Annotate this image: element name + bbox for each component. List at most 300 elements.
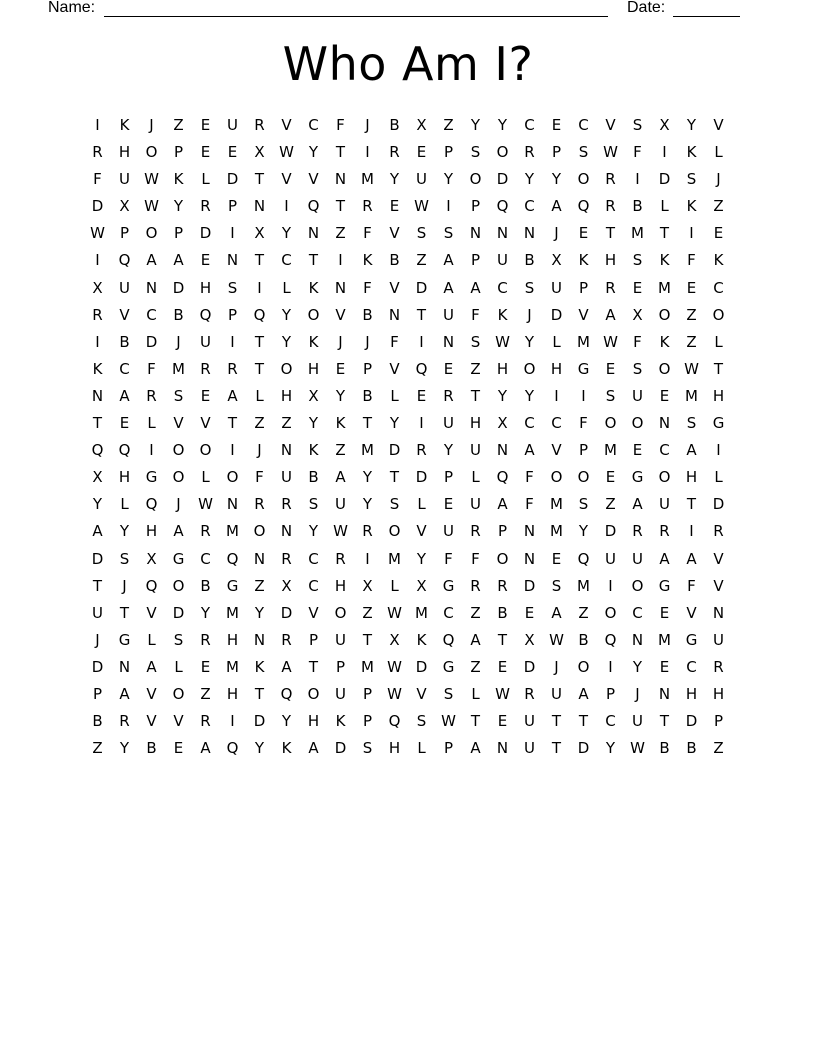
grid-letter: D <box>91 197 104 216</box>
grid-letter: I <box>230 332 235 351</box>
grid-letter: O <box>253 522 266 541</box>
grid-letter: O <box>577 657 590 676</box>
grid-letter: D <box>280 603 293 622</box>
grid-letter: T <box>92 576 103 595</box>
grid-letter: S <box>416 224 427 243</box>
grid-letter: A <box>470 630 481 649</box>
grid-letter: S <box>416 712 427 731</box>
grid-letter: E <box>200 251 211 270</box>
grid-letter: N <box>388 305 401 324</box>
grid-letter: W <box>603 332 618 351</box>
grid-letter: Z <box>605 495 616 514</box>
grid-letter: A <box>686 441 697 460</box>
grid-letter: H <box>226 630 239 649</box>
grid-letter: Q <box>577 549 590 568</box>
grid-letter: T <box>254 251 265 270</box>
grid-letter: P <box>443 468 454 487</box>
grid-letter: Y <box>443 170 454 189</box>
grid-letter: Q <box>415 359 428 378</box>
grid-letter: L <box>390 576 399 595</box>
grid-letter: M <box>577 332 590 351</box>
grid-letter: V <box>389 278 400 297</box>
grid-letter: Q <box>388 712 401 731</box>
grid-letter: U <box>335 630 346 649</box>
grid-letter: Y <box>416 549 427 568</box>
grid-letter: Q <box>280 684 293 703</box>
grid-letter: R <box>200 712 211 731</box>
grid-letter: H <box>604 251 617 270</box>
grid-letter: E <box>605 359 616 378</box>
grid-letter: S <box>551 576 562 595</box>
grid-letter: N <box>226 495 239 514</box>
grid-row <box>84 166 732 193</box>
grid-letter: T <box>335 197 346 216</box>
grid-letter: C <box>524 116 535 134</box>
grid-letter: G <box>631 468 644 487</box>
grid-letter: T <box>551 712 562 731</box>
grid-letter: E <box>335 359 346 378</box>
grid-letter: H <box>550 359 563 378</box>
grid-letter: L <box>174 657 183 676</box>
grid-letter: N <box>523 522 536 541</box>
grid-letter: T <box>389 468 400 487</box>
grid-letter: T <box>659 712 670 731</box>
grid-letter: I <box>554 386 559 405</box>
grid-letter: X <box>119 197 130 216</box>
grid-letter: A <box>659 549 670 568</box>
grid-letter: V <box>416 522 427 541</box>
grid-letter: W <box>198 495 213 514</box>
grid-letter: I <box>257 278 262 297</box>
grid-letter: N <box>496 739 509 758</box>
grid-letter: Q <box>496 197 509 216</box>
grid-letter: T <box>470 712 481 731</box>
grid-letter: T <box>605 224 616 243</box>
grid-letter: P <box>713 712 724 731</box>
grid-letter: Y <box>443 441 454 460</box>
grid-letter: J <box>122 576 127 595</box>
grid-letter: L <box>552 332 561 351</box>
grid-letter: X <box>524 630 535 649</box>
grid-letter: R <box>497 576 508 595</box>
grid-letter: G <box>685 630 698 649</box>
grid-letter: I <box>95 332 100 351</box>
grid-letter: C <box>578 116 589 134</box>
grid-letter: X <box>281 576 292 595</box>
grid-letter: B <box>686 739 697 758</box>
grid-letter: A <box>281 657 292 676</box>
grid-letter: L <box>471 468 480 487</box>
grid-letter: C <box>308 549 319 568</box>
grid-letter: D <box>253 712 266 731</box>
grid-letter: L <box>120 495 129 514</box>
grid-letter: H <box>307 712 320 731</box>
grid-letter: S <box>524 278 535 297</box>
grid-letter: E <box>659 657 670 676</box>
grid-letter: O <box>388 522 401 541</box>
grid-row <box>84 735 732 762</box>
grid-letter: Q <box>145 495 158 514</box>
grid-letter: J <box>95 630 100 649</box>
grid-letter: S <box>578 495 589 514</box>
grid-letter: Y <box>254 603 265 622</box>
grid-letter: P <box>335 657 346 676</box>
grid-letter: X <box>92 468 103 487</box>
grid-letter: R <box>200 630 211 649</box>
grid-letter: P <box>362 712 373 731</box>
grid-letter: Y <box>119 739 130 758</box>
grid-letter: C <box>632 603 643 622</box>
grid-letter: R <box>362 522 373 541</box>
grid-letter: A <box>227 386 238 405</box>
grid-letter: T <box>686 495 697 514</box>
grid-letter: R <box>281 495 292 514</box>
grid-letter: D <box>550 305 563 324</box>
grid-letter: B <box>389 251 400 270</box>
grid-letter: R <box>200 359 211 378</box>
grid-letter: J <box>527 305 532 324</box>
grid-letter: K <box>362 251 373 270</box>
grid-row <box>84 220 732 247</box>
grid-letter: X <box>632 305 643 324</box>
grid-letter: I <box>608 576 613 595</box>
grid-letter: U <box>416 170 427 189</box>
grid-letter: J <box>365 332 370 351</box>
grid-letter: F <box>336 116 345 134</box>
grid-letter: K <box>254 657 265 676</box>
grid-letter: O <box>496 549 509 568</box>
grid-letter: G <box>442 576 455 595</box>
grid-letter: V <box>200 414 211 433</box>
word-search-grid <box>84 112 732 762</box>
grid-letter: O <box>712 305 725 324</box>
grid-letter: X <box>254 224 265 243</box>
grid-letter: A <box>551 603 562 622</box>
grid-letter: W <box>144 197 159 216</box>
grid-letter: P <box>443 143 454 162</box>
grid-letter: R <box>470 522 481 541</box>
grid-letter: M <box>604 441 617 460</box>
grid-letter: A <box>146 251 157 270</box>
grid-letter: Y <box>497 116 508 134</box>
grid-letter: Y <box>254 739 265 758</box>
grid-letter: I <box>635 170 640 189</box>
grid-letter: Q <box>226 739 239 758</box>
grid-letter: O <box>604 603 617 622</box>
grid-letter: R <box>281 549 292 568</box>
name-blank-line <box>104 16 608 17</box>
grid-letter: M <box>577 576 590 595</box>
grid-letter: V <box>713 116 724 134</box>
grid-letter: A <box>551 197 562 216</box>
grid-row <box>84 681 732 708</box>
grid-letter: I <box>149 441 154 460</box>
grid-letter: O <box>172 576 185 595</box>
grid-letter: T <box>335 143 346 162</box>
grid-letter: V <box>173 414 184 433</box>
grid-letter: G <box>118 630 131 649</box>
grid-letter: H <box>307 359 320 378</box>
grid-letter: V <box>308 603 319 622</box>
grid-row <box>84 193 732 220</box>
grid-letter: D <box>334 739 347 758</box>
grid-letter: B <box>200 576 211 595</box>
grid-letter: A <box>173 522 184 541</box>
grid-letter: E <box>119 414 130 433</box>
grid-letter: D <box>496 170 509 189</box>
grid-letter: Q <box>577 197 590 216</box>
grid-letter: Z <box>578 603 589 622</box>
grid-letter: J <box>554 657 559 676</box>
grid-letter: D <box>91 549 104 568</box>
grid-letter: V <box>605 116 616 134</box>
grid-letter: Z <box>92 739 103 758</box>
grid-letter: Q <box>199 305 212 324</box>
grid-letter: T <box>254 359 265 378</box>
grid-letter: T <box>254 684 265 703</box>
grid-letter: Z <box>416 251 427 270</box>
grid-letter: U <box>227 116 238 134</box>
grid-letter: Y <box>173 197 184 216</box>
grid-letter: L <box>660 197 669 216</box>
grid-letter: R <box>200 522 211 541</box>
grid-letter: R <box>92 143 103 162</box>
grid-letter: R <box>659 522 670 541</box>
grid-letter: P <box>173 143 184 162</box>
grid-letter: S <box>605 386 616 405</box>
grid-letter: T <box>362 414 373 433</box>
grid-letter: Z <box>713 197 724 216</box>
grid-letter: B <box>92 712 103 731</box>
grid-letter: F <box>363 224 372 243</box>
grid-letter: U <box>443 305 454 324</box>
grid-row <box>84 518 732 545</box>
grid-letter: T <box>713 359 724 378</box>
grid-letter: E <box>686 278 697 297</box>
grid-letter: Q <box>145 576 158 595</box>
grid-letter: L <box>255 386 264 405</box>
grid-letter: E <box>443 359 454 378</box>
grid-letter: L <box>714 332 723 351</box>
grid-letter: U <box>335 684 346 703</box>
grid-letter: O <box>280 359 293 378</box>
grid-letter: X <box>416 116 427 134</box>
grid-letter: M <box>550 522 563 541</box>
grid-letter: U <box>281 468 292 487</box>
grid-letter: S <box>443 224 454 243</box>
grid-letter: S <box>632 251 643 270</box>
grid-letter: Y <box>389 170 400 189</box>
grid-letter: E <box>227 143 238 162</box>
grid-letter: Z <box>470 603 481 622</box>
grid-letter: R <box>254 495 265 514</box>
grid-letter: J <box>257 441 262 460</box>
grid-letter: O <box>631 576 644 595</box>
grid-letter: O <box>226 468 239 487</box>
grid-letter: D <box>172 278 185 297</box>
grid-letter: L <box>417 739 426 758</box>
grid-letter: P <box>578 441 589 460</box>
grid-letter: M <box>631 224 644 243</box>
grid-row <box>84 302 732 329</box>
grid-letter: F <box>525 495 534 514</box>
grid-letter: A <box>470 739 481 758</box>
grid-letter: A <box>119 684 130 703</box>
grid-letter: O <box>658 305 671 324</box>
grid-letter: A <box>632 495 643 514</box>
grid-letter: S <box>308 495 319 514</box>
grid-letter: H <box>226 684 239 703</box>
grid-letter: G <box>658 576 671 595</box>
grid-letter: H <box>280 386 293 405</box>
grid-letter: C <box>308 576 319 595</box>
grid-letter: B <box>362 305 373 324</box>
grid-letter: O <box>631 414 644 433</box>
grid-letter: O <box>145 143 158 162</box>
grid-letter: O <box>604 414 617 433</box>
grid-letter: R <box>605 170 616 189</box>
grid-letter: L <box>714 143 723 162</box>
grid-letter: Y <box>281 224 292 243</box>
grid-letter: Y <box>686 116 697 134</box>
grid-letter: Y <box>389 414 400 433</box>
grid-letter: B <box>524 251 535 270</box>
grid-letter: T <box>659 224 670 243</box>
grid-letter: Q <box>118 441 131 460</box>
grid-letter: U <box>713 630 724 649</box>
grid-letter: Z <box>686 305 697 324</box>
grid-letter: T <box>416 305 427 324</box>
grid-letter: D <box>172 603 185 622</box>
grid-letter: S <box>227 278 238 297</box>
grid-letter: L <box>471 684 480 703</box>
grid-letter: T <box>119 603 130 622</box>
grid-letter: K <box>578 251 589 270</box>
grid-letter: O <box>550 468 563 487</box>
grid-letter: N <box>496 441 509 460</box>
grid-letter: O <box>172 468 185 487</box>
grid-letter: A <box>686 549 697 568</box>
grid-letter: N <box>280 441 293 460</box>
grid-letter: Z <box>254 414 265 433</box>
grid-letter: R <box>254 116 265 134</box>
grid-letter: K <box>686 143 697 162</box>
grid-letter: N <box>334 278 347 297</box>
grid-letter: J <box>635 684 640 703</box>
grid-letter: C <box>200 549 211 568</box>
grid-letter: H <box>712 386 725 405</box>
grid-letter: T <box>227 414 238 433</box>
grid-letter: M <box>658 630 671 649</box>
grid-letter: T <box>308 657 319 676</box>
grid-letter: K <box>335 712 346 731</box>
grid-letter: A <box>335 468 346 487</box>
grid-letter: N <box>523 224 536 243</box>
grid-row <box>84 383 732 410</box>
grid-letter: J <box>716 170 721 189</box>
grid-letter: R <box>605 278 616 297</box>
grid-letter: V <box>551 441 562 460</box>
grid-letter: O <box>496 143 509 162</box>
grid-letter: R <box>443 386 454 405</box>
grid-letter: B <box>308 468 319 487</box>
grid-letter: U <box>200 332 211 351</box>
grid-letter: A <box>200 739 211 758</box>
grid-letter: R <box>470 576 481 595</box>
grid-letter: B <box>389 116 400 134</box>
grid-letter: F <box>633 143 642 162</box>
grid-letter: K <box>497 305 508 324</box>
grid-letter: K <box>92 359 103 378</box>
grid-letter: H <box>199 278 212 297</box>
grid-letter: W <box>279 143 294 162</box>
grid-letter: U <box>605 549 616 568</box>
grid-letter: P <box>173 224 184 243</box>
grid-letter: G <box>226 576 239 595</box>
grid-letter: T <box>92 414 103 433</box>
grid-letter: Y <box>632 657 643 676</box>
grid-letter: O <box>307 305 320 324</box>
grid-letter: U <box>524 712 535 731</box>
grid-letter: N <box>334 170 347 189</box>
grid-letter: H <box>469 414 482 433</box>
grid-letter: Y <box>119 522 130 541</box>
grid-letter: E <box>443 495 454 514</box>
grid-letter: Y <box>470 116 481 134</box>
grid-letter: F <box>147 359 156 378</box>
grid-letter: D <box>523 576 536 595</box>
grid-letter: S <box>173 386 184 405</box>
grid-letter: S <box>686 170 697 189</box>
grid-letter: E <box>416 143 427 162</box>
grid-letter: V <box>146 712 157 731</box>
grid-letter: M <box>226 657 239 676</box>
grid-letter: Y <box>308 143 319 162</box>
grid-letter: Y <box>578 522 589 541</box>
grid-letter: R <box>146 386 157 405</box>
grid-letter: U <box>551 684 562 703</box>
grid-letter: V <box>281 170 292 189</box>
grid-letter: A <box>524 441 535 460</box>
grid-letter: O <box>172 684 185 703</box>
grid-letter: N <box>91 386 104 405</box>
grid-letter: K <box>659 251 670 270</box>
grid-letter: D <box>523 657 536 676</box>
grid-letter: H <box>712 684 725 703</box>
grid-letter: A <box>119 386 130 405</box>
grid-letter: M <box>172 359 185 378</box>
grid-letter: Y <box>497 386 508 405</box>
grid-letter: B <box>146 739 157 758</box>
grid-letter: I <box>689 522 694 541</box>
grid-letter: B <box>659 739 670 758</box>
grid-letter: D <box>91 657 104 676</box>
grid-letter: X <box>308 386 319 405</box>
grid-letter: N <box>658 414 671 433</box>
grid-letter: Y <box>362 468 373 487</box>
grid-letter: U <box>443 522 454 541</box>
grid-letter: S <box>119 549 130 568</box>
grid-letter: I <box>419 332 424 351</box>
grid-letter: Y <box>524 386 535 405</box>
grid-letter: Y <box>308 414 319 433</box>
grid-letter: P <box>362 359 373 378</box>
grid-letter: E <box>200 657 211 676</box>
grid-letter: W <box>495 332 510 351</box>
grid-letter: A <box>605 305 616 324</box>
grid-letter: X <box>389 630 400 649</box>
grid-letter: Q <box>91 441 104 460</box>
